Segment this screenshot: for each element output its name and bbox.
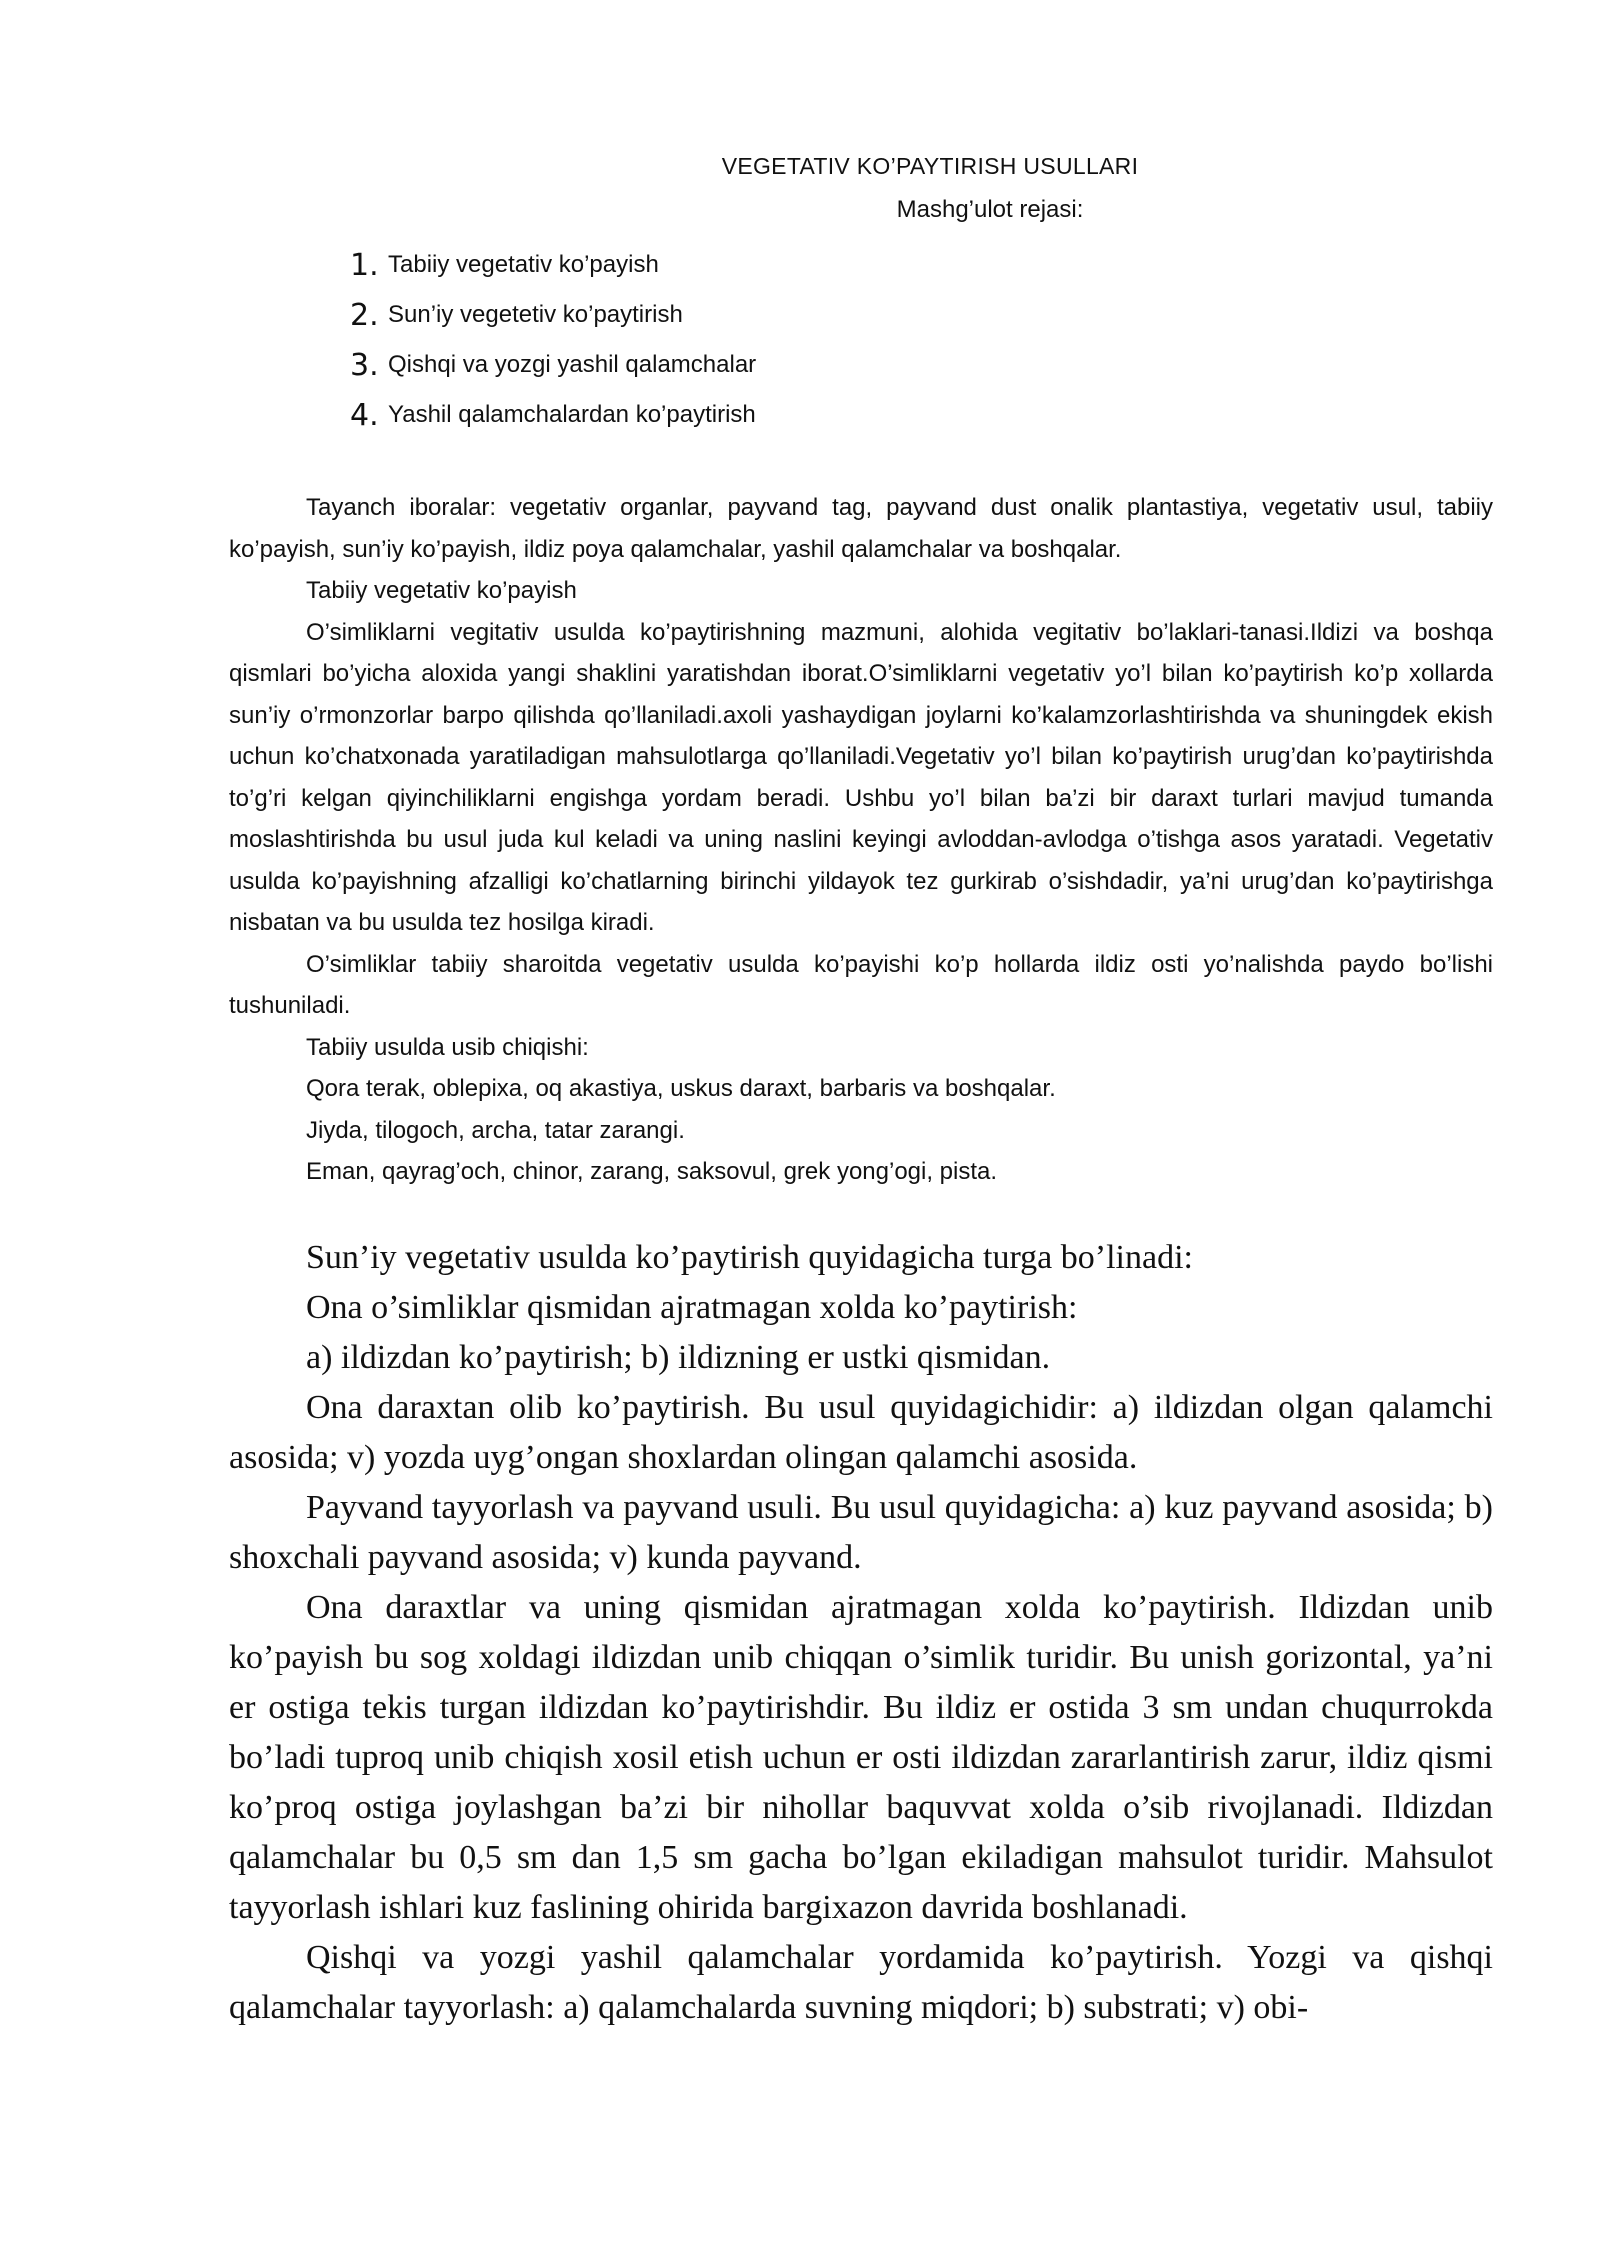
body-paragraph: O’simliklarni vegitativ usulda ko’paytirishning mazmuni, alohida vegitativ bo’laklari-tanasi.Ildizi va boshqa qismlari bo’yicha aloxida yangi shaklini yaratishdan iborat.O’simliklarni vegetativ yo’l bilan ko’paytirish ko’p xollarda sun’iy o’rmonzorlar barpo qilishda qo’llaniladi.axoli yashaydigan joylarni ko’kalamzorlashtirishda va shuningdek ekish uchun ko’chatxonada yaratiladigan mahsulotlarga qo’llaniladi.Vegetativ yo’l bilan ko’paytirish urug’dan ko’paytirishda to’g’ri kelgan qiyinchiliklarni engishga yordam beradi. Ushbu yo’l bilan ba’zi bir daraxt turlari mavjud tumanda moslashtirishda bu usul juda kul keladi va uning naslini keyingi avloddan-avlodga o’tishga asos yaratadi. Vegetativ usulda ko’payishning afzalligi ko’chatlarning birinchi yildayok tez gurkirab o’sishdadir, ya’ni urug’dan ko’paytirishga nisbatan va bu usulda tez hosilga kiradi.: [229, 618, 1493, 936]
list-item: [350, 290, 756, 340]
species-line: Eman, qayrag’och, chinor, zarang, saksovul, grek yong’ogi, pista.: [306, 1158, 998, 1185]
list-item-text: Sun’iy vegetetiv ko’paytirish: [388, 301, 683, 328]
list-item-text: Qishqi va yozgi yashil qalamchalar: [388, 351, 757, 378]
body-paragraph: Ona daraxtlar va uning qismidan ajratmagan xolda ko’paytirish. Ildizdan unib ko’payish bu sog xoldagi ildizdan unib chiqqan o’simlik turidir. Bu unish gorizontal, ya’ni er ostiga tekis turgan ildizdan ko’paytirishdir. Bu ildiz er ostida 3 sm undan chuqurrokda bo’ladi tuproq unib chiqish xosil etish uchun er osti ildizdan zararlantirish zarur, ildiz qismi ko’proq ostiga joylashgan ba’zi bir nihollar baquvvat xolda o’sib rivojlanadi. Ildizdan qalamchalar bu 0,5 sm dan 1,5 sm gacha bo’lgan ekiladigan mahsulot turidir. Mahsulot tayyorlash ishlari kuz faslining ohirida bargixazon davrida boshlanadi.: [229, 1589, 1493, 1926]
list-item-text: Yashil qalamchalardan ko’paytirish: [388, 401, 756, 428]
body-line: Ona o’simliklar qismidan ajratmagan xolda ko’paytirish:: [306, 1289, 1078, 1326]
body-paragraph: Qishqi va yozgi yashil qalamchalar yordamida ko’paytirish. Yozgi va qishqi qalamchalar tayyorlash: a) qalamchalarda suvning miqdori; b) substrati; v) obi-: [229, 1939, 1493, 2026]
plan-subtitle: Mashg’ulot rejasi:: [896, 196, 1084, 223]
section-heading: Tabiiy usulda usib chiqishi:: [306, 1033, 589, 1061]
list-number: 4.: [350, 397, 379, 433]
document-title: VEGETATIV KO’PAYTIRISH USULLARI: [721, 153, 1139, 179]
list-item: [350, 240, 756, 290]
species-line: Qora terak, oblepixa, oq akastiya, uskus daraxt, barbaris va boshqalar.: [306, 1075, 1056, 1102]
body-paragraph: O’simliklar tabiiy sharoitda vegetativ usulda ko’payishi ko’p hollarda ildiz osti yo’nalishda paydo bo’lishi tushuniladi.: [229, 950, 1493, 1019]
section-heading: Tabiiy vegetativ ko’payish: [306, 577, 577, 604]
list-item-text: Tabiiy vegetativ ko’payish: [388, 251, 659, 278]
list-item: [350, 340, 756, 390]
body-sans-section: [229, 487, 1493, 1193]
body-paragraph: Ona daraxtan olib ko’paytirish. Bu usul quyidagichidir: a) ildizdan olgan qalamchi asosida; v) yozda uyg’ongan shoxlardan olingan qalamchi asosida.: [229, 1389, 1493, 1476]
keywords-paragraph: Tayanch iboralar: vegetativ organlar, payvand tag, payvand dust onalik plantastiya, vegetativ usul, tabiiy ko’payish, sun’iy ko’payish, ildiz poya qalamchalar, yashil qalamchalar va boshqalar.: [229, 494, 1493, 563]
list-number: 1.: [350, 247, 379, 283]
body-paragraph: Payvand tayyorlash va payvand usuli. Bu usul quyidagicha: a) kuz payvand asosida; b) shoxchali payvand asosida; v) kunda payvand.: [229, 1489, 1493, 1576]
lesson-plan-list: [350, 240, 756, 440]
list-item: [350, 390, 756, 440]
list-number: 2.: [350, 297, 379, 333]
body-line: a) ildizdan ko’paytirish; b) ildizning er ustki qismidan.: [306, 1339, 1051, 1376]
body-serif-section: [229, 1233, 1493, 2033]
body-line: Sun’iy vegetativ usulda ko’paytirish quyidagicha turga bo’linadi:: [306, 1239, 1193, 1276]
species-line: Jiyda, tilogoch, archa, tatar zarangi.: [306, 1116, 685, 1144]
list-number: 3.: [350, 347, 379, 383]
